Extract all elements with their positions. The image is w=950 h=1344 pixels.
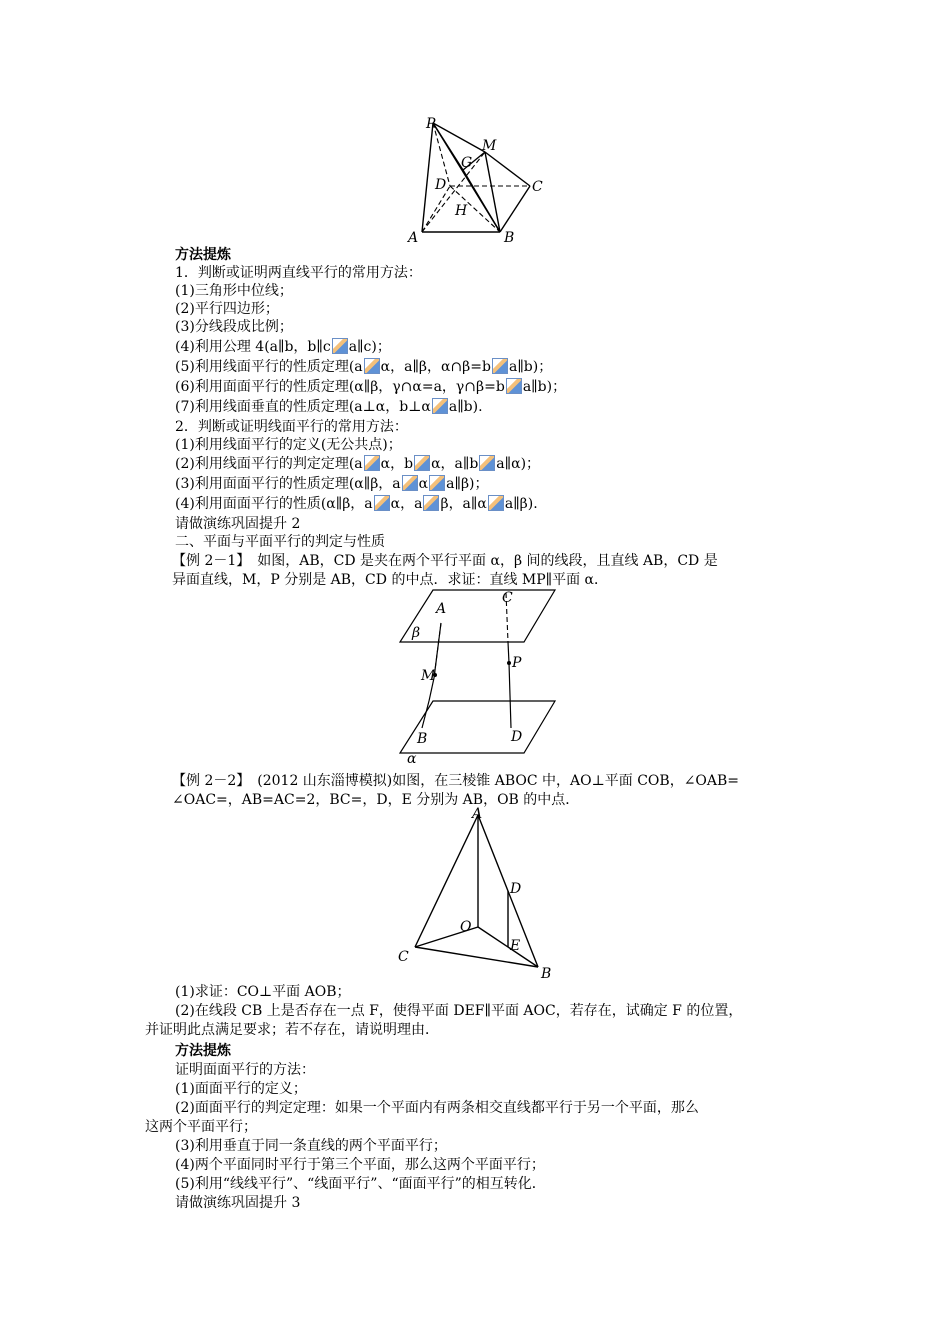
method2-practice: 请做演练巩固提升 3 xyxy=(175,1195,301,1211)
fig2-label-p: P xyxy=(512,655,522,671)
fig1-label-d: D xyxy=(435,177,447,193)
implies-image xyxy=(479,455,495,471)
implies-image xyxy=(432,398,448,414)
method2-line-1: 证明面面平行的方法： xyxy=(175,1062,315,1078)
fig1-label-c: C xyxy=(532,179,543,195)
subset-image xyxy=(402,475,418,491)
fig2-label-beta: β xyxy=(412,625,421,641)
implies-image xyxy=(429,475,445,491)
method2-line-5: (3)利用垂直于同一条直线的两个平面平行； xyxy=(175,1138,447,1154)
example-2-2-line-1: 【例 2－2】 (2012 山东淄博模拟)如图，在三棱锥 ABOC 中，AO⊥平面 COB，∠OAB= xyxy=(172,773,740,789)
fig2-label-c: C xyxy=(502,590,513,606)
method2-line-6: (4)两个平面同时平行于第三个平面，那么这两个平面平行； xyxy=(175,1157,545,1173)
method1-line-4: (3)分线段成比例； xyxy=(175,319,293,335)
fig3-label-b: B xyxy=(541,966,552,982)
fig3-label-o: O xyxy=(460,919,472,935)
fig1-label-m: M xyxy=(482,138,497,154)
example-2-2-q1: (1)求证：CO⊥平面 AOB； xyxy=(175,984,351,1000)
method1-line-10: (1)利用线面平行的定义(无公共点)； xyxy=(175,437,402,453)
method1-line-9: 2．判断或证明线面平行的常用方法： xyxy=(175,419,408,435)
not-subset-image xyxy=(423,495,439,511)
example-2-1-line-2: 异面直线，M，P 分别是 AB，CD 的中点．求证：直线 MP∥平面 α． xyxy=(172,572,609,588)
method1-line-2: (1)三角形中位线； xyxy=(175,283,293,299)
example-2-2-q2-line-1: (2)在线段 CB 上是否存在一点 F，使得平面 DEF∥平面 AOC，若存在，试确定 F 的位置， xyxy=(175,1003,743,1019)
implies-image xyxy=(492,358,508,374)
fig2-label-b: B xyxy=(417,731,428,747)
fig2-label-d: D xyxy=(511,729,523,745)
subset-image xyxy=(364,358,380,374)
method1-practice: 请做演练巩固提升 2 xyxy=(175,516,301,532)
implies-image xyxy=(332,338,348,354)
fig2-label-m: M xyxy=(421,668,436,684)
fig2-label-alpha: α xyxy=(407,751,417,767)
pyramid-figure xyxy=(400,112,560,247)
method2-line-2: (1)面面平行的定义； xyxy=(175,1081,307,1097)
method1-line-3: (2)平行四边形； xyxy=(175,301,279,317)
method1-line-11: (2)利用线面平行的判定定理(a α，b α，a∥b a∥α)； xyxy=(175,456,541,472)
fig3-label-d: D xyxy=(510,881,522,897)
parallel-planes-figure xyxy=(390,585,570,770)
example-2-1-line-1: 【例 2－1】 如图，AB，CD 是夹在两个平行平面 α，β 间的线段，且直线 AB，CD 是 xyxy=(172,553,718,569)
implies-image xyxy=(506,378,522,394)
method-title-2: 方法提炼 xyxy=(175,1043,231,1059)
method1-line-6: (5)利用线面平行的性质定理(a α，a∥β，α∩β=b a∥b)； xyxy=(175,359,553,375)
not-subset-image xyxy=(374,495,390,511)
method1-line-13: (4)利用面面平行的性质(α∥β，a α，a β，a∥α a∥β). xyxy=(175,496,538,512)
subset-image xyxy=(414,455,430,471)
fig3-label-a: A xyxy=(472,806,483,822)
fig2-label-a: A xyxy=(436,601,447,617)
method1-line-7: (6)利用面面平行的性质定理(α∥β，γ∩α=a，γ∩β=b a∥b)； xyxy=(175,379,567,395)
method1-line-1: 1．判断或证明两直线平行的常用方法： xyxy=(175,265,422,281)
method1-line-5: (4)利用公理 4(a∥b，b∥c a∥c)； xyxy=(175,339,391,355)
fig3-label-c: C xyxy=(398,949,409,965)
method1-line-12: (3)利用面面平行的性质定理(α∥β，a α a∥β)； xyxy=(175,476,489,492)
fig1-label-p: P xyxy=(426,116,436,132)
tetrahedron-figure xyxy=(390,805,570,985)
fig1-label-a: A xyxy=(408,230,419,246)
method2-line-4: 这两个平面平行； xyxy=(145,1119,257,1135)
fig1-label-h: H xyxy=(455,203,468,219)
section-heading: 二、平面与平面平行的判定与性质 xyxy=(175,534,385,550)
example-2-2-q2-line-2: 并证明此点满足要求；若不存在，请说明理由． xyxy=(145,1022,439,1038)
method2-line-3: (2)面面平行的判定定理：如果一个平面内有两条相交直线都平行于另一个平面，那么 xyxy=(175,1100,699,1116)
implies-image xyxy=(488,495,504,511)
fig1-label-b: B xyxy=(504,230,515,246)
method-title-1: 方法提炼 xyxy=(175,247,231,263)
not-subset-image xyxy=(364,455,380,471)
fig3-label-e: E xyxy=(510,938,521,954)
method1-line-8: (7)利用线面垂直的性质定理(a⊥α，b⊥α a∥b). xyxy=(175,399,483,415)
method2-line-7: (5)利用“线线平行”、“线面平行”、“面面平行”的相互转化． xyxy=(175,1176,546,1192)
example-2-2-line-2: ∠OAC=，AB=AC=2，BC=，D，E 分别为 AB，OB 的中点． xyxy=(172,792,580,808)
fig1-label-g: G xyxy=(461,155,473,171)
